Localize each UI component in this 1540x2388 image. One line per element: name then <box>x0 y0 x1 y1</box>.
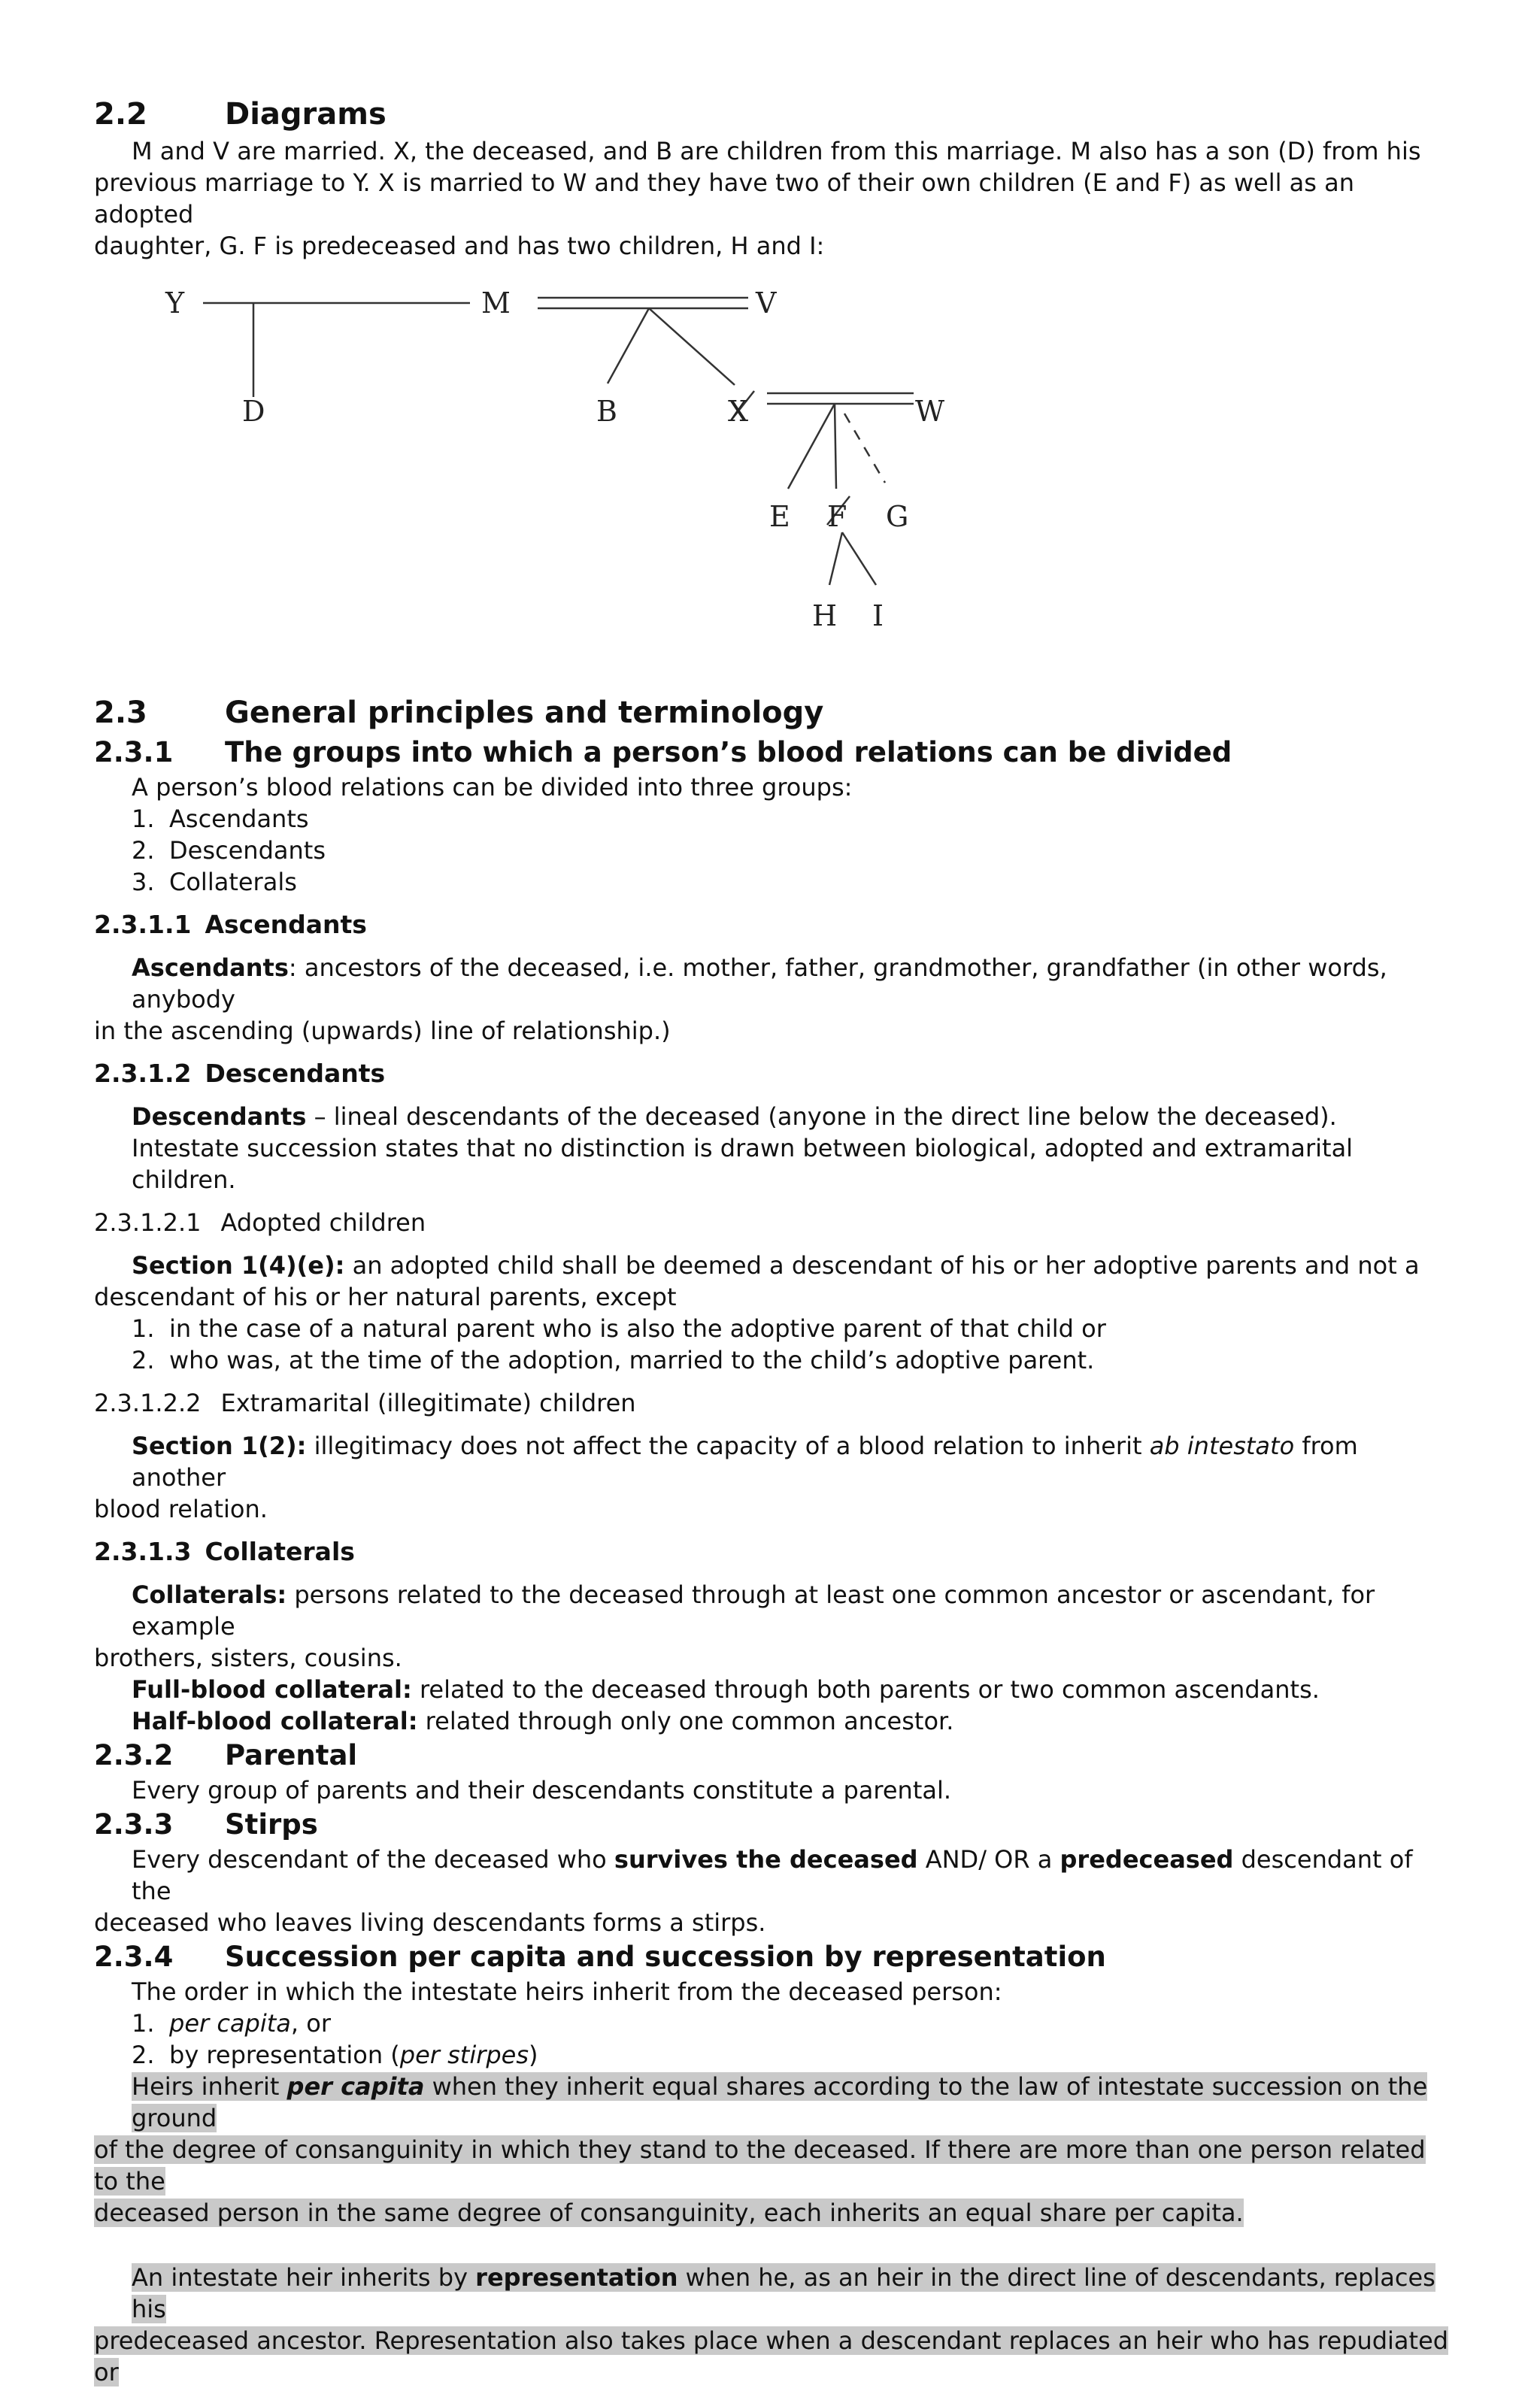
extramarital-para-line-1: Section 1(2): illegitimacy does not affect the capacity of a blood relation to inherit ab intestato from another <box>132 1432 1358 1492</box>
adopted-para-line-1: Section 1(4)(e): an adopted child shall be deemed a descendant of his or her adoptive parents and not a <box>132 1251 1420 1280</box>
succession-list <box>94 2008 1455 2071</box>
line-to-g-dashed <box>844 414 885 483</box>
label-w: W <box>915 395 945 428</box>
heading-2-2: 2.2 Diagrams <box>94 97 387 132</box>
heading-2-3-1-2-2: 2.3.1.2.2 Extramarital (illegitimate) children <box>94 1389 636 1417</box>
half-blood-para: Half-blood collateral: related through only one common ancestor. <box>132 1707 954 1735</box>
label-e: E <box>769 500 790 533</box>
heading-2-3-2: 2.3.2 Parental <box>94 1739 358 1771</box>
line-to-b <box>608 308 649 383</box>
extramarital-para-line-2: blood relation. <box>94 1495 268 1523</box>
line-to-f <box>835 404 836 489</box>
groups-list <box>94 803 1455 898</box>
intro-line-3: daughter, G. F is predeceased and has two children, H and I: <box>94 232 825 260</box>
per-capita-para-line-1: Heirs inherit per capita when they inherit equal shares according to the law of intestate succession on the ground <box>132 2072 1428 2132</box>
label-d: D <box>242 395 265 428</box>
collaterals-para-line-2: brothers, sisters, cousins. <box>94 1644 402 1672</box>
heading-2-3-1-1: 2.3.1.1 Ascendants <box>94 910 367 939</box>
list-item: 1. in the case of a natural parent who is also the adoptive parent of that child or <box>132 1314 1106 1343</box>
heading-2-3-4: 2.3.4 Succession per capita and succession by representation <box>94 1941 1106 1973</box>
list-item: 2. Descendants <box>132 836 326 865</box>
intro-line-1: M and V are married. X, the deceased, and B are children from this marriage. M also has a son (D) from his <box>132 137 1421 165</box>
list-item: 2. by representation (per stirpes) <box>132 2041 538 2069</box>
heading-2-3-1: 2.3.1 The groups into which a person’s blood relations can be divided <box>94 736 1232 768</box>
heading-2-3-3: 2.3.3 Stirps <box>94 1808 318 1841</box>
list-item: 1. Ascendants <box>132 805 309 833</box>
label-y: Y <box>165 286 185 320</box>
label-x: X <box>728 395 749 428</box>
label-g: G <box>886 500 909 533</box>
family-tree-diagram <box>94 271 996 692</box>
label-v: V <box>756 286 777 320</box>
ascendants-para-line-1: Ascendants: ancestors of the deceased, i.e. mother, father, grandmother, grandfather (in other words, anybody <box>132 953 1387 1014</box>
line-to-x <box>649 308 735 385</box>
representation-para-line-2: predeceased ancestor. Representation also takes place when a descendant replaces an heir who has repudiated or <box>94 2326 1449 2386</box>
intro-line-2: previous marriage to Y. X is married to W and they have two of their own children (E and F) as well as an adopted <box>94 168 1355 229</box>
representation-para-line-1: An intestate heir inherits by representation when he, as an heir in the direct line of descendants, replaces his <box>132 2263 1435 2323</box>
full-blood-para: Full-blood collateral: related to the deceased through both parents or two common ascendants. <box>132 1675 1320 1704</box>
stirps-para-line-2: deceased who leaves living descendants forms a stirps. <box>94 1908 766 1937</box>
descendants-para-line-2: Intestate succession states that no distinction is drawn between biological, adopted and extramarital children. <box>132 1134 1354 1194</box>
descendants-para-line-1: Descendants – lineal descendants of the deceased (anyone in the direct line below the deceased). <box>132 1102 1337 1131</box>
line-to-e <box>788 404 835 489</box>
label-b: B <box>596 395 617 428</box>
label-i: I <box>872 599 884 632</box>
adopted-para-line-2: descendant of his or her natural parents, except <box>94 1283 677 1311</box>
list-item: 2. who was, at the time of the adoption, married to the child’s adoptive parent. <box>132 1346 1095 1374</box>
succession-intro: The order in which the intestate heirs inherit from the deceased person: <box>132 1977 1002 2006</box>
family-tree-svg <box>94 271 996 692</box>
line-to-h <box>829 532 842 585</box>
label-f: F <box>827 500 847 533</box>
parental-para: Every group of parents and their descendants constitute a parental. <box>132 1776 952 1805</box>
collaterals-para-line-1: Collaterals: persons related to the deceased through at least one common ancestor or ascendant, for example <box>132 1580 1375 1641</box>
per-capita-para-line-3: deceased person in the same degree of consanguinity, each inherits an equal share per capita. <box>94 2199 1244 2227</box>
heading-2-3-1-2: 2.3.1.2 Descendants <box>94 1059 386 1088</box>
document-page <box>94 93 1455 2388</box>
adopted-exceptions-list <box>94 1313 1455 1376</box>
list-item: 3. Collaterals <box>132 868 297 896</box>
heading-2-3-1-2-1: 2.3.1.2.1 Adopted children <box>94 1208 426 1237</box>
label-h: H <box>812 599 838 632</box>
blood-relations-intro: A person’s blood relations can be divided into three groups: <box>132 773 853 802</box>
list-item: 1. per capita, or <box>132 2009 331 2038</box>
ascendants-para-line-2: in the ascending (upwards) line of relationship.) <box>94 1017 671 1045</box>
per-capita-para-line-2: of the degree of consanguinity in which they stand to the deceased. If there are more than one person related to the <box>94 2135 1426 2196</box>
stirps-para-line-1: Every descendant of the deceased who survives the deceased AND/ OR a predeceased descendant of the <box>132 1845 1413 1905</box>
heading-2-3-1-3: 2.3.1.3 Collaterals <box>94 1537 355 1566</box>
line-to-i <box>842 532 876 585</box>
label-m: M <box>481 286 511 320</box>
heading-2-3: 2.3 General principles and terminology <box>94 695 824 730</box>
